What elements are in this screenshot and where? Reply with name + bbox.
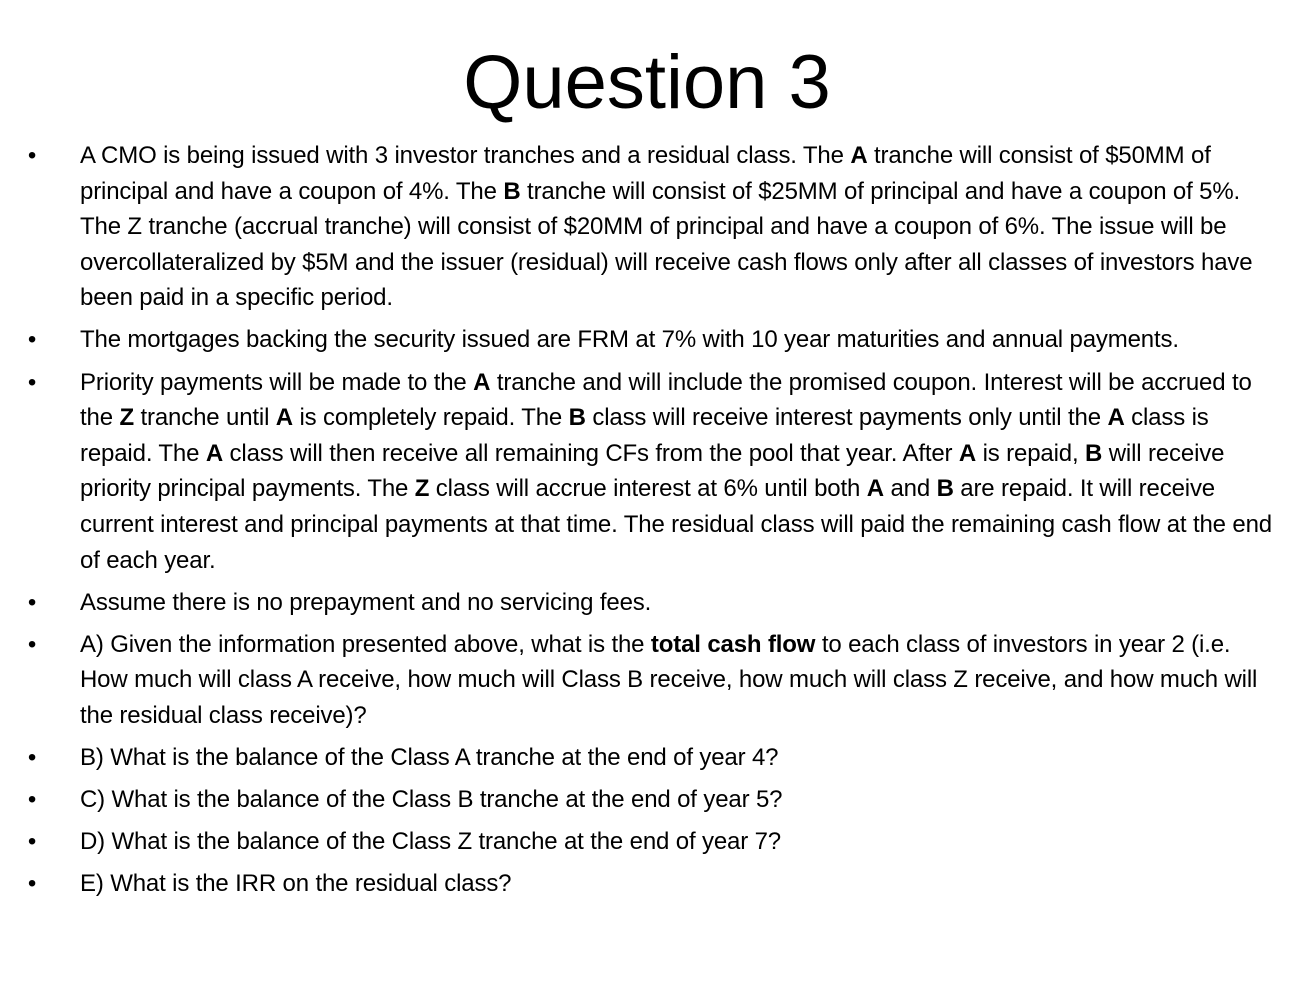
bullet-list: [0, 138, 1294, 908]
bullet-text-run: A CMO is being issued with 3 investor tranches and a residual class. The: [80, 142, 851, 169]
bullet-text: [80, 828, 781, 855]
bullet-text-run: Priority payments will be made to the: [80, 368, 474, 396]
bullet-dot-icon: •: [27, 326, 37, 354]
bullet-text-run: is repaid,: [976, 439, 1086, 467]
bullet-text-run: class is repaid. The: [80, 404, 1209, 467]
bullet-item: [0, 782, 1294, 818]
bullet-dot-icon: •: [27, 744, 37, 771]
bullet-text-run: A) Given the information presented above, what is the: [80, 630, 651, 658]
bullet-text-bold: A: [958, 439, 977, 467]
bullet-text-run: tranche will consist of $50MM of principal and have a coupon of 4%. The: [80, 142, 1211, 205]
bullet-text-run: are repaid. It will receive current interest and principal payments at that time. The residual class will paid the remaining cash flow at the end of each year.: [80, 475, 1272, 574]
bullet-item: [0, 866, 1294, 902]
bullet-text-run: is completely repaid. The: [292, 404, 569, 432]
bullet-text-run: tranche until: [133, 404, 276, 432]
bullet-text-bold: B: [936, 475, 954, 503]
bullet-dot-icon: •: [27, 786, 37, 814]
bullet-dot-icon: •: [27, 588, 37, 616]
bullet-dot-icon: •: [27, 630, 37, 658]
bullet-item: [0, 740, 1294, 776]
bullet-text-run: Assume there is no prepayment and no servicing fees.: [80, 588, 652, 616]
bullet-text-bold: A: [205, 439, 224, 467]
bullet-item: [0, 627, 1294, 734]
bullet-text-run: and: [883, 475, 937, 503]
bullet-item: [0, 824, 1294, 860]
bullet-dot-icon: •: [27, 870, 37, 898]
bullet-text-bold: Z: [119, 404, 134, 432]
bullet-text-run: will receive priority principal payments. The: [80, 439, 1225, 503]
bullet-text: [80, 631, 1257, 729]
bullet-text: [80, 589, 651, 616]
bullet-text-bold: B: [503, 177, 521, 205]
bullet-text-run: The mortgages backing the security issued are FRM at 7% with 10 year maturities and annual payments.: [80, 326, 1179, 354]
bullet-text-bold: A: [850, 142, 868, 169]
bullet-text-bold: B: [568, 404, 586, 432]
bullet-text-run: class will receive interest payments only until the: [585, 404, 1108, 432]
bullet-text-bold: B: [1085, 439, 1103, 467]
bullet-dot-icon: •: [27, 368, 37, 396]
bullet-text: [80, 786, 782, 813]
bullet-text: [80, 142, 1252, 311]
bullet-text-bold: Z: [414, 475, 430, 503]
bullet-text-run: tranche and will include the promised coupon. Interest will be accrued to the: [80, 368, 1252, 432]
bullet-item: [0, 322, 1294, 358]
bullet-text-bold: A: [1107, 404, 1125, 432]
bullet-text: [80, 326, 1179, 353]
bullet-text: [80, 369, 1272, 574]
bullet-text-run: E) What is the IRR on the residual class?: [80, 870, 512, 898]
bullet-dot-icon: •: [27, 828, 37, 856]
bullet-dot-icon: •: [27, 142, 37, 169]
bullet-item: [0, 138, 1294, 316]
bullet-text: [80, 870, 511, 897]
bullet-text-run: to each class of investors in year 2 (i.e. How much will class A receive, how much will Class B receive, how much will class Z receive, and how much will the residual class receive)?: [80, 630, 1258, 729]
bullet-text-run: C) What is the balance of the Class B tranche at the end of year 5?: [80, 786, 783, 814]
bullet-text: [80, 744, 778, 771]
bullet-text-bold: A: [866, 475, 884, 503]
bullet-text-run: class will then receive all remaining CFs from the pool that year. After: [223, 439, 959, 467]
bullet-text-run: class will accrue interest at 6% until both: [429, 475, 867, 503]
bullet-text-bold: A: [275, 404, 293, 432]
bullet-text-run: B) What is the balance of the Class A tranche at the end of year 4?: [80, 744, 779, 771]
bullet-item: [0, 365, 1294, 579]
bullet-text-run: tranche will consist of $25MM of principal and have a coupon of 5%. The Z tranche (accrual tranche) will consist of $20MM of principal and have a coupon of 6%. The issue will be overcollateralized by $5M and the issuer (residual) will receive cash flows only after all classes of investors have been paid in a specific period.: [80, 177, 1253, 312]
bullet-text-run: D) What is the balance of the Class Z tranche at the end of year 7?: [80, 828, 781, 856]
bullet-text-bold: A: [473, 368, 491, 396]
bullet-text-bold: total cash flow: [650, 630, 816, 658]
slide-title: Question 3: [463, 40, 831, 125]
bullet-item: [0, 585, 1294, 621]
